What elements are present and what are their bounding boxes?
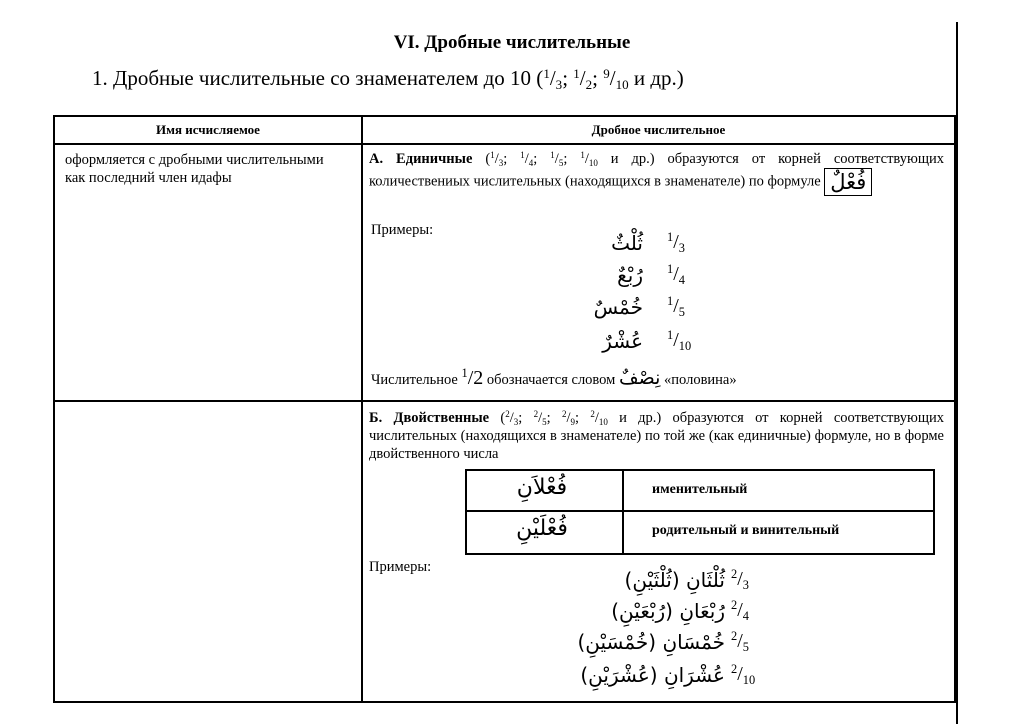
dual-form-arabic: فُعْلَيْنِ xyxy=(516,516,568,541)
example-arabic: رُبْعٌ xyxy=(617,263,643,287)
dual-form-row xyxy=(467,512,933,553)
header-counted-noun: Имя исчисляемое xyxy=(156,122,260,137)
header-fraction-numeral: Дробное числительное xyxy=(591,122,726,137)
dual-form-arabic: فُعْلاَنِ xyxy=(516,475,568,500)
half-arabic-word: نِصْفٌ xyxy=(618,367,661,389)
section-a-example-row xyxy=(505,329,705,359)
section-subtitle: 1. Дробные числительные со знаменателем до 10 ($^1/_3$; $^1/_2$; $^9/_{10}$ и др.) xyxy=(92,65,684,92)
example-fraction: $^1/_{10}$ xyxy=(667,328,692,353)
section-b-example-row xyxy=(485,663,775,693)
section-a-example-row xyxy=(505,231,705,261)
example-fraction: $^1/_5$ xyxy=(667,294,685,319)
half-note: Числительное $^1$/2 обозначается словом نِصْفٌ «половина» xyxy=(371,366,737,389)
formula-box: فُعْلٌ xyxy=(824,168,872,196)
section-a-examples-label: Примеры: xyxy=(371,222,434,238)
example-fraction: $^2/_5$ xyxy=(731,629,749,654)
section-b-example-row xyxy=(485,568,775,598)
example-arabic: خُمْسٌ xyxy=(593,295,643,319)
example-arabic: عُشْرَانِ (عُشْرَيْنِ) xyxy=(580,663,725,687)
table-row-divider xyxy=(55,400,954,402)
dual-form-row xyxy=(467,471,933,512)
dual-forms-table xyxy=(465,469,935,555)
section-a-example-row xyxy=(505,295,705,325)
example-arabic: خُمْسَانِ (خُمْسَيْنِ) xyxy=(577,630,725,654)
table-header-row xyxy=(55,117,954,145)
left-cell-text: оформляется с дробными числительными как последний член идафы xyxy=(65,152,324,186)
dual-table-divider xyxy=(622,471,624,553)
example-fraction: $^2/_{10}$ xyxy=(731,662,756,687)
section-a-text: А. Единичные ($^1/_3$; $^1/_4$; $^1/_5$; $^1/_{10}$ и др.) образуются от корней соответствующих количествениых числительных (находящихся в знаменателе) по формуле فُعْلٌ xyxy=(369,150,945,194)
example-fraction: $^2/_3$ xyxy=(731,567,749,592)
table-column-divider xyxy=(361,117,363,701)
example-arabic: ثُلْثٌ xyxy=(611,231,643,255)
example-fraction: $^2/_4$ xyxy=(731,598,749,623)
fractions-table xyxy=(53,115,956,703)
example-fraction: $^1/_3$ xyxy=(667,230,685,255)
page-border-right xyxy=(956,22,958,724)
example-fraction: $^1/_4$ xyxy=(667,262,685,287)
example-arabic: عُشْرٌ xyxy=(602,329,643,353)
example-arabic: رُبْعَانِ (رُبْعَيْنِ) xyxy=(611,599,725,623)
section-b-example-row xyxy=(485,599,775,629)
dual-form-case: родительный и винительный xyxy=(652,523,840,538)
section-b-text: Б. Двойственные ($^2/_3$; $^2/_5$; $^2/_9$; $^2/_{10}$ и др.) образуются от корней соответствующих числительных (находящихся в знаменателе) по той же (как единичные) формуле, но в форме двойственного числа xyxy=(369,409,944,462)
section-b-example-row xyxy=(485,630,775,660)
section-b-examples-label: Примеры: xyxy=(369,559,432,575)
page-title: VI. Дробные числительные xyxy=(393,32,631,53)
example-arabic: ثُلْثَانِ (ثُلْثَيْنِ) xyxy=(624,568,725,592)
dual-form-case: именительный xyxy=(652,482,748,497)
section-a-example-row xyxy=(505,263,705,293)
